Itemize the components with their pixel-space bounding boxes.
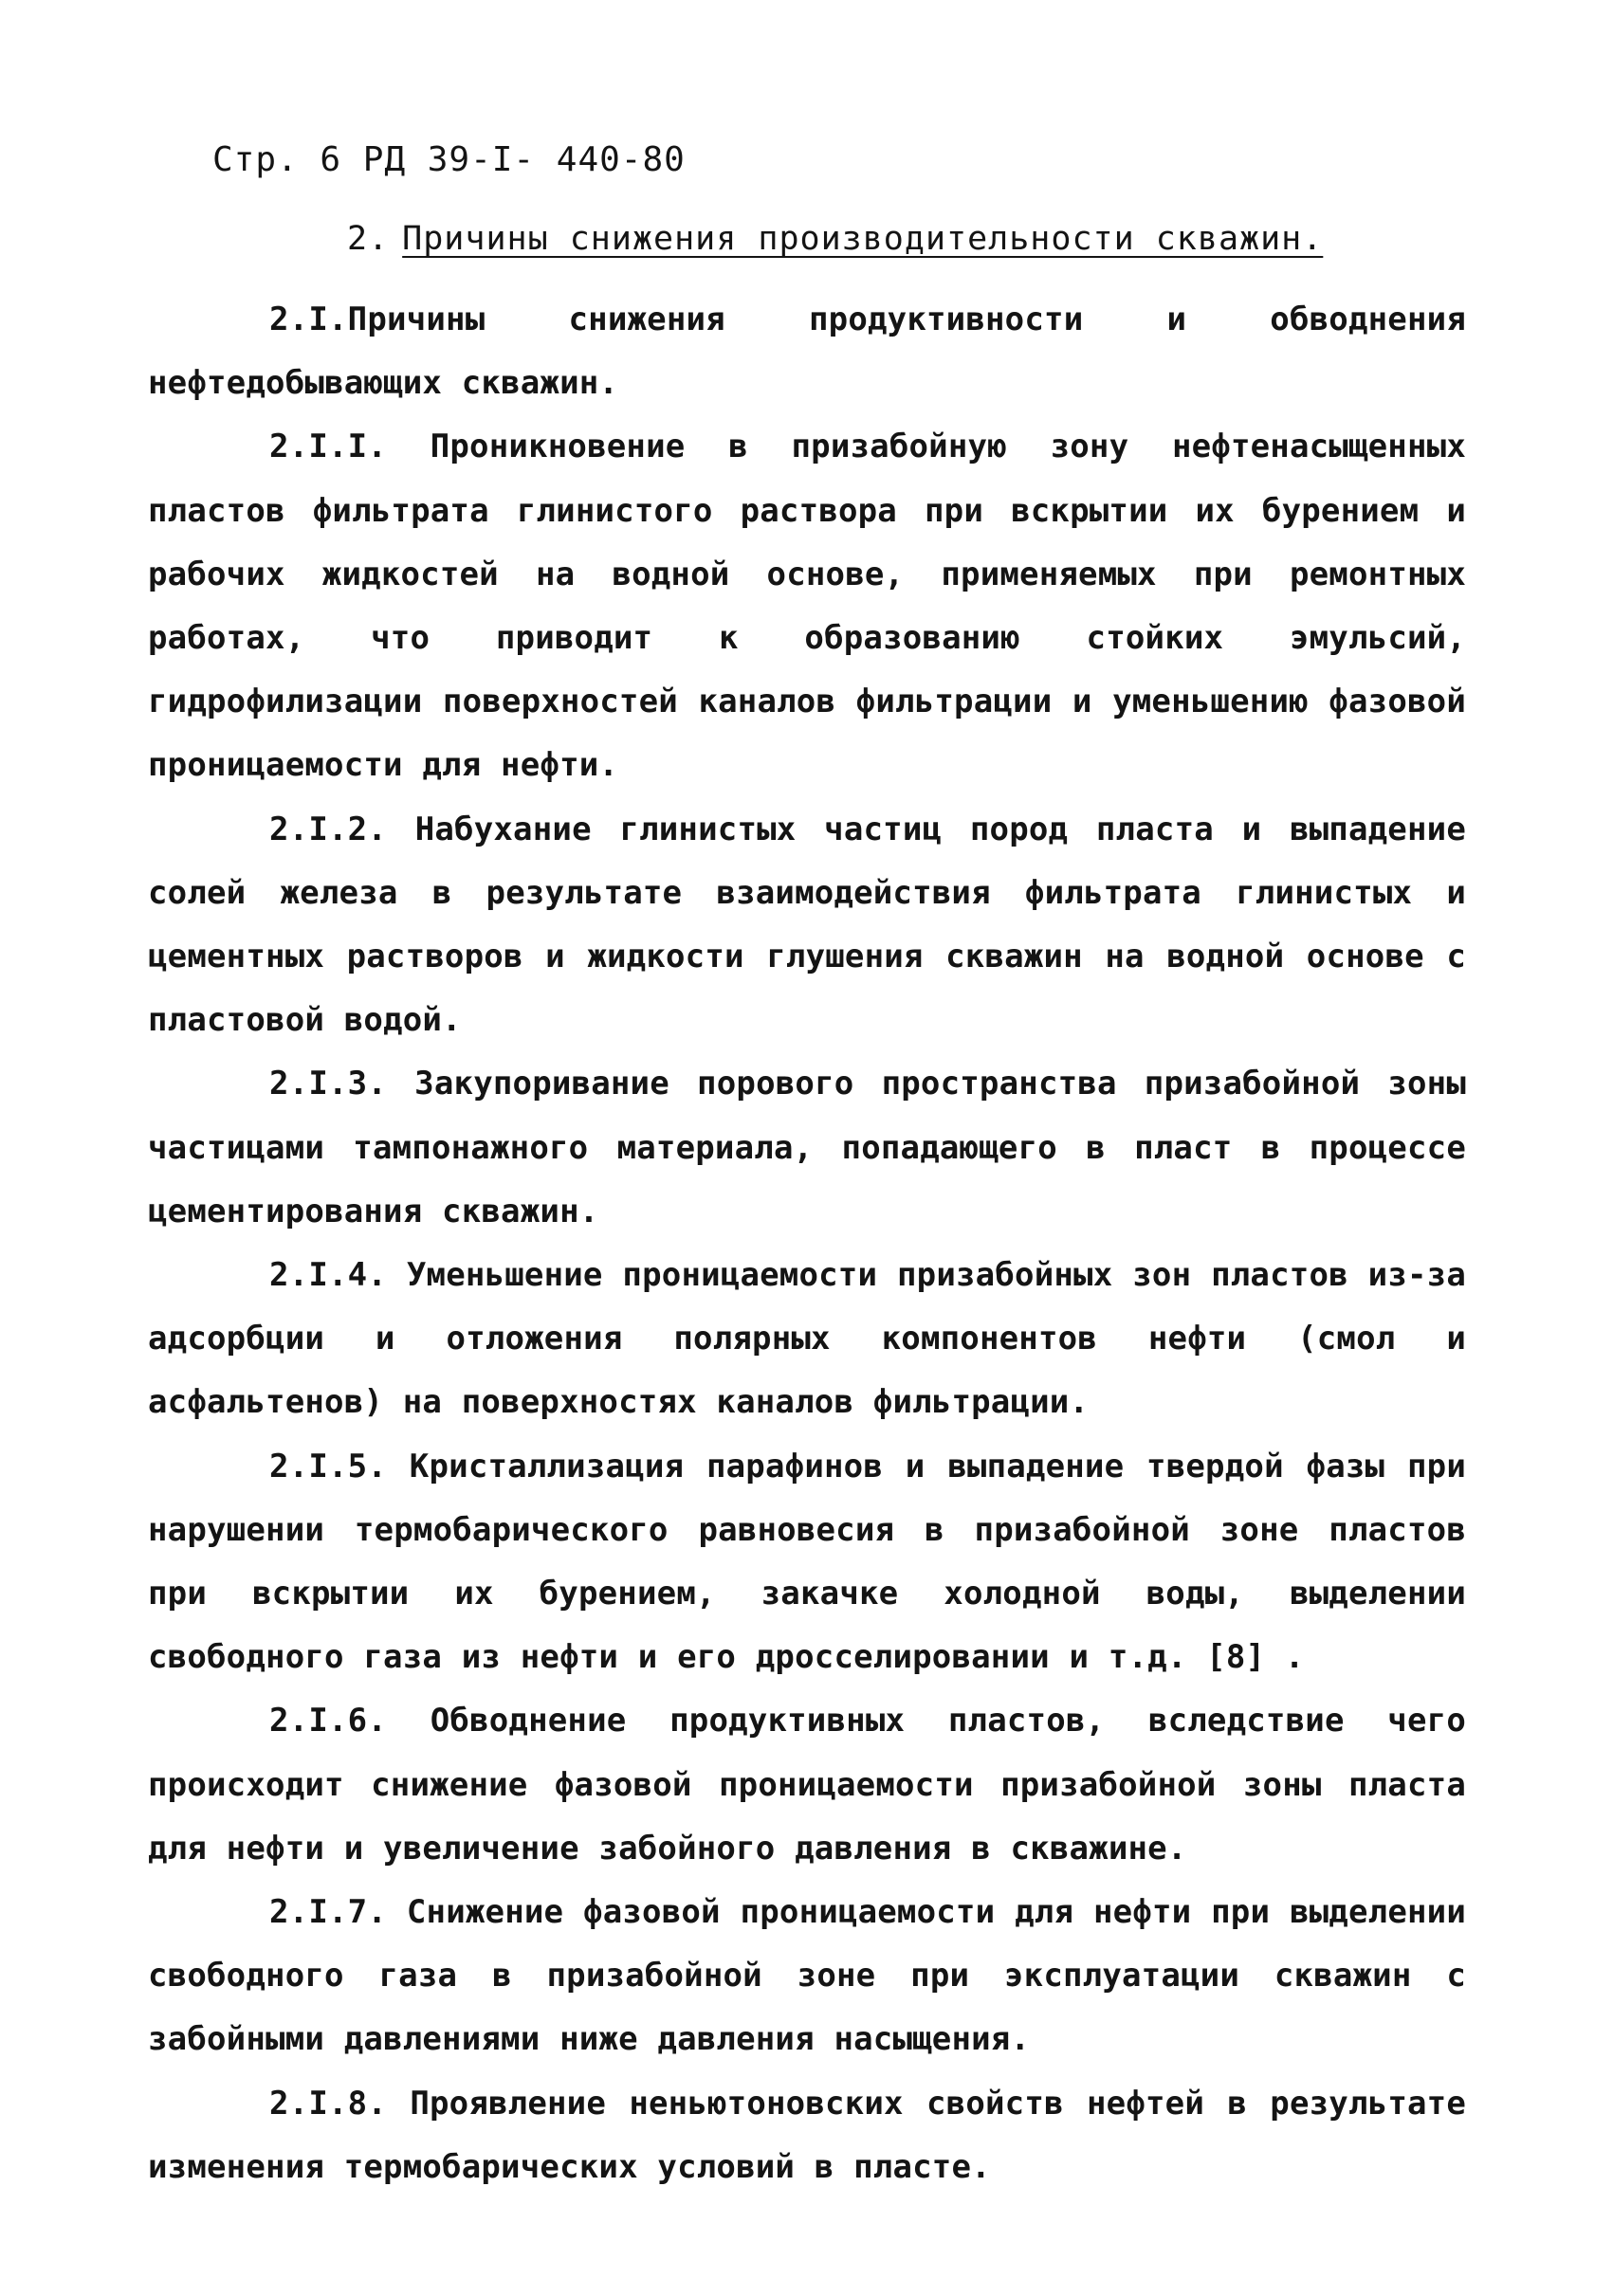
paragraph-2-1-6: 2.I.6. Обводнение продуктивных пластов, вследствие чего происходит снижение фазовой проницаемости призабойной зоны пласта для нефти и увеличение забойного давления в скважине. bbox=[148, 1702, 1466, 1868]
section-number: 2. bbox=[347, 220, 390, 258]
section-title: Причины снижения производительности скважин. bbox=[402, 220, 1324, 258]
paragraph-2-1-8: 2.I.8. Проявление неньютоновских свойств нефтей в результате изменения термобарических условий в пласте. bbox=[148, 2084, 1466, 2186]
paragraph-2-1-5: 2.I.5. Кристаллизация парафинов и выпадение твердой фазы при нарушении термобарического равновесия в призабойной зоне пластов при вскрытии их бурением, закачке холодной воды, выделении свободного газа из нефти и его дросселировании и т.д. [8] . bbox=[148, 1447, 1466, 1677]
section-heading bbox=[347, 220, 1323, 258]
paragraph-2-1-3: 2.I.3. Закупоривание порового пространства призабойной зоны частицами тампонажного материала, попадающего в пласт в процессе цементирования скважин. bbox=[148, 1065, 1466, 1230]
document-body bbox=[148, 288, 1466, 2199]
paragraph-2-1-4: 2.I.4. Уменьшение проницаемости призабойных зон пластов из-за адсорбции и отложения полярных компонентов нефти (смол и асфальтенов) на поверхностях каналов фильтрации. bbox=[148, 1256, 1466, 1422]
paragraph-2-1-2: 2.I.2. Набухание глинистых частиц пород пласта и выпадение солей железа в результате взаимодействия фильтрата глинистых и цементных растворов и жидкости глушения скважин на водной основе с пластовой водой. bbox=[148, 810, 1466, 1040]
paragraph-2-1-1: 2.I.I. Проникновение в призабойную зону нефтенасыщенных пластов фильтрата глинистого раствора при вскрытии их бурением и рабочих жидкостей на водной основе, применяемых при ремонтных работах, что приводит к образованию стойких эмульсий, гидрофилизации поверхностей каналов фильтрации и уменьшению фазовой проницаемости для нефти. bbox=[148, 428, 1466, 785]
paragraph-2-1: 2.I.Причины снижения продуктивности и обводнения нефтедобывающих скважин. bbox=[148, 301, 1466, 403]
page-header: Стр. 6 РД 39-I- 440-80 bbox=[212, 140, 686, 179]
paragraph-2-1-7: 2.I.7. Снижение фазовой проницаемости для нефти при выделении свободного газа в призабойной зоне при эксплуатации скважин с забойными давлениями ниже давления насыщения. bbox=[148, 1893, 1466, 2059]
